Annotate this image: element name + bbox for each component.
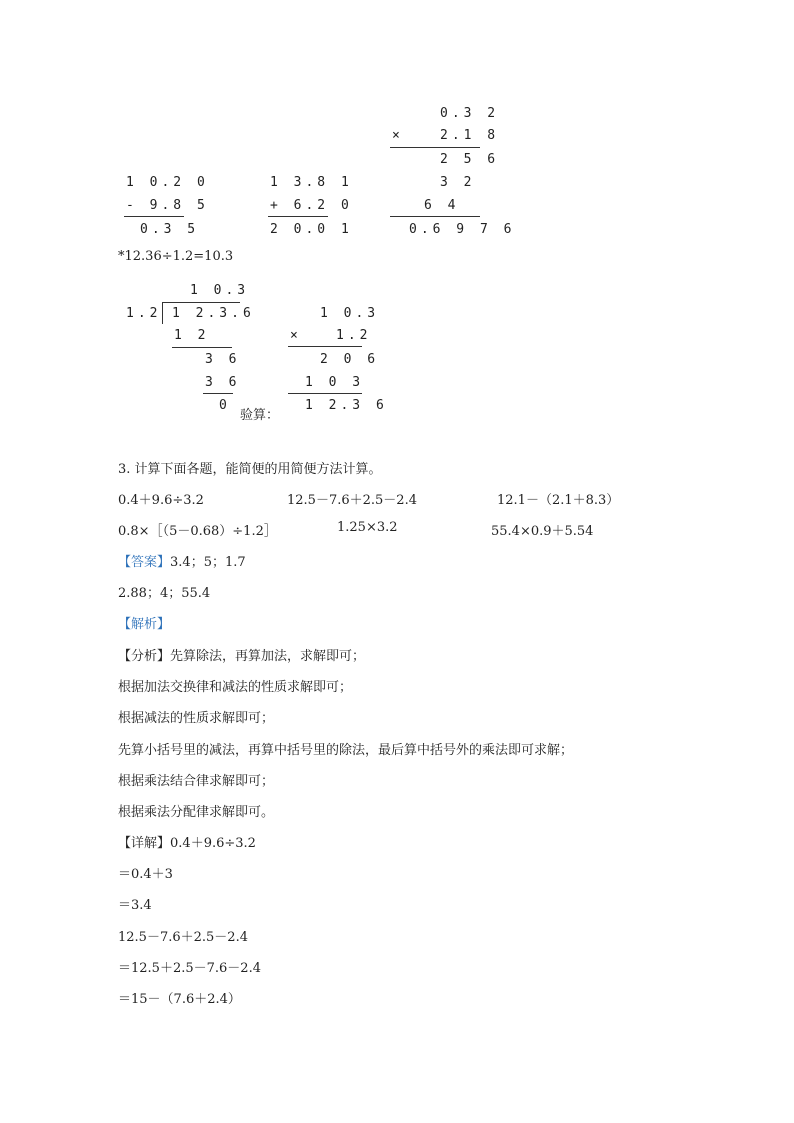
mult-line-2 [390,216,480,217]
question-item-3: 12.1－（2.1＋8.3） [497,493,620,508]
mult-partial-1: 2 5 6 [440,152,500,167]
div-remainder-1: 3 6 [205,352,241,367]
fenxi-line [118,645,365,664]
add-line [268,216,328,217]
check-top: 1 0.3 [320,306,380,321]
div-dividend: 1 2.3.6 [172,306,255,321]
div-bracket-top [162,302,240,303]
analysis-line-4: 根据乘法结合律求解即可； [118,774,275,789]
check-label: 验算： [240,408,280,423]
check-operator: × [290,328,302,343]
mult-result: 0.6 9 7 6 [409,222,516,237]
check-partial-2: 1 0 3 [305,375,365,390]
detail-step-1: ＝0.4＋3 [118,867,173,882]
answer-values-1: 3.4；5；1.7 [170,555,246,570]
fenxi-text: 先算除法，再算加法，求解即可； [170,649,366,664]
mult-partial-3: 6 4 [424,198,460,213]
question-title: 3. 计算下面各题，能简便的用简便方法计算。 [118,462,382,477]
question-item-4: 0.8×［（5－0.68）÷1.2］ [118,524,277,539]
detail-line [118,832,256,851]
question-item-6: 55.4×0.9＋5.54 [491,524,594,539]
analysis-line-3: 先算小括号里的减法，再算中括号里的除法，最后算中括号外的乘法即可求解； [118,743,574,758]
detail-step-4: ＝12.5＋2.5－7.6－2.4 [118,961,261,976]
div-line-2 [203,393,233,394]
detail-step-5: ＝15－（7.6＋2.4） [118,992,241,1007]
check-line-2 [288,393,362,394]
div-quotient: 1 0.3 [190,283,250,298]
analysis-tag: 【解析】 [118,617,171,632]
detail-first: 0.4＋9.6÷3.2 [170,836,256,851]
add-result: 2 0.0 1 [270,222,353,237]
add-top: 1 3.8 1 [270,175,353,190]
div-step-1: 1 2 [174,328,210,343]
division-note: *12.36÷1.2=10.3 [118,249,234,264]
fenxi-tag: 【分析】 [118,649,171,664]
mult-line-1 [390,147,480,148]
analysis-line-1: 根据加法交换律和减法的性质求解即可； [118,680,353,695]
div-line-1 [172,347,232,348]
mult-operator: × [392,128,404,143]
question-item-2: 12.5－7.6＋2.5－2.4 [287,493,417,508]
sub-line [124,216,184,217]
mult-bottom: 2.1 8 [440,128,500,143]
question-item-5: 1.25×3.2 [337,520,398,535]
check-result: 1 2.3 6 [305,398,388,413]
sub-bottom: - 9.8 5 [126,198,209,213]
div-remainder-2: 0 [219,398,231,413]
answer-tag: 【答案】 [118,555,171,570]
question-item-1: 0.4＋9.6÷3.2 [118,493,204,508]
answer-line-1 [118,551,246,570]
sub-result: 0.3 5 [140,222,200,237]
answer-line-2: 2.88；4；55.4 [118,586,211,601]
analysis-line-5: 根据乘法分配律求解即可。 [118,805,275,820]
div-divisor: 1.2 [126,306,162,321]
detail-step-2: ＝3.4 [118,898,152,913]
analysis-line-2: 根据减法的性质求解即可； [118,711,275,726]
mult-partial-2: 3 2 [440,175,476,190]
mult-top: 0.3 2 [440,106,500,121]
add-bottom: + 6.2 0 [270,198,353,213]
check-bottom: 1.2 [336,328,372,343]
div-bracket-side [162,302,163,324]
check-partial-1: 2 0 6 [320,352,380,367]
detail-step-3: 12.5－7.6＋2.5－2.4 [118,930,248,945]
detail-tag: 【详解】 [118,836,171,851]
check-line-1 [288,346,362,347]
div-step-2: 3 6 [205,375,241,390]
sub-top: 1 0.2 0 [126,175,209,190]
